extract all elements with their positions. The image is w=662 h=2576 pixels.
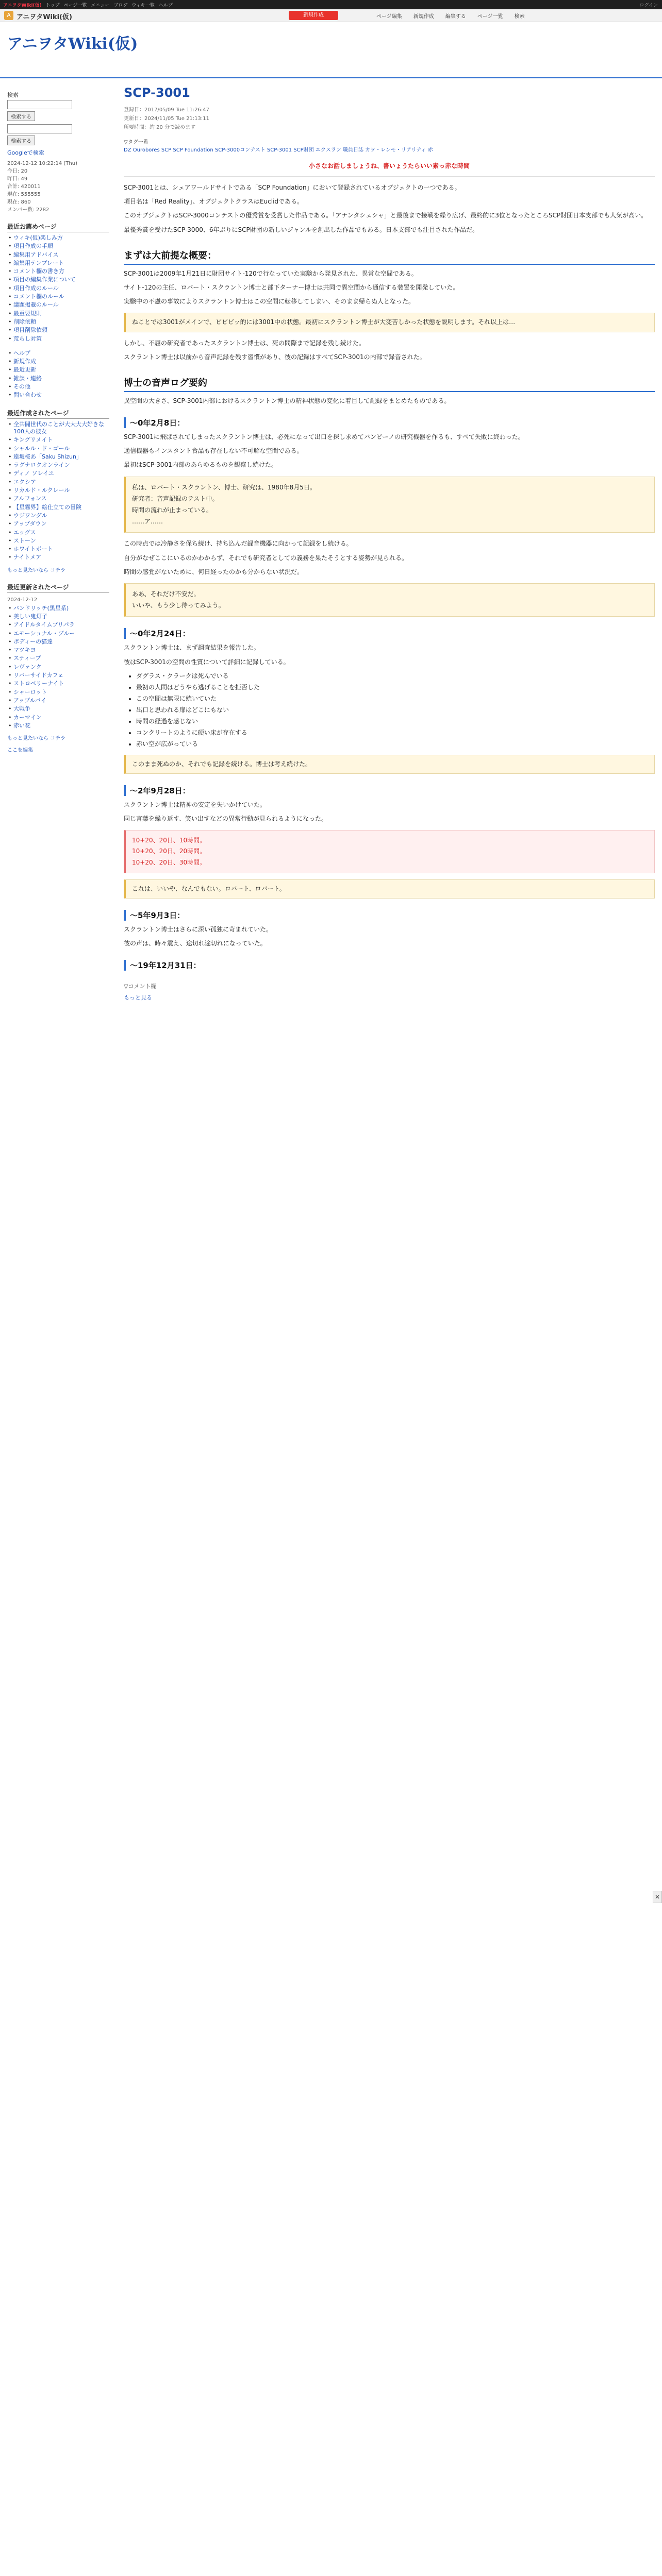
top-link[interactable]: ヘルプ [158, 3, 173, 8]
google-search-link[interactable]: Googleで検索 [7, 149, 44, 156]
updated-page-item[interactable]: • 赤い花 [7, 722, 109, 730]
stat-line: 2024-12-12 10:22:14 (Thu) [7, 161, 77, 166]
updated-page-item[interactable]: • シャーロット [7, 689, 109, 696]
updated-date: 2024-12-12 [7, 597, 38, 603]
sidebar-item[interactable]: • 項目の編集作業について [7, 276, 109, 283]
quote-block: ねことでは3001がメインで、ビビビッ的には3001中の状態。最初にスクラントン博士が大変苦しかった状態を説明します。それ以上は… [124, 313, 655, 332]
sidebar-item[interactable]: • 議題掲載のルール [7, 301, 109, 309]
sidebar-menu-list [7, 234, 109, 343]
stat-line: 現在: 555555 [7, 192, 41, 197]
site-stats [7, 161, 109, 213]
toolbar [0, 9, 662, 22]
page-title: SCP-3001 [124, 86, 190, 100]
recent-page-item[interactable]: • エクシア [7, 479, 109, 486]
updated-page-item[interactable]: • ストロベリーナイト [7, 680, 109, 687]
sidebar-item[interactable]: • 項目作成の手順 [7, 243, 109, 250]
recent-page-item[interactable]: • 遠坂桜あ「Saku Shizun」 [7, 453, 109, 461]
sidebar-item[interactable]: • 最近更新 [7, 366, 109, 374]
toolbar-tool[interactable]: 検索 [514, 14, 525, 20]
log-paragraph: 自分がなぜここにいるのかわからず、それでも研究者としての義務を果たそうとする姿勢が見られる。 [124, 554, 408, 562]
intro-paragraph: 項目名は「Red Reality」、オブジェクトクラスはEuclidである。 [124, 198, 304, 206]
recent-page-item[interactable]: • リカルド・ルクレール [7, 487, 109, 494]
recent-page-item[interactable]: • エッグス [7, 529, 109, 536]
section-heading-summary: まずは大前提な概要： [124, 248, 655, 265]
log-paragraph: スクラントン博士は精神の安定を失いかけていた。 [124, 801, 267, 808]
log-paragraph: 最初はSCP-3001内部のあらゆるものを観察し続けた。 [124, 461, 277, 469]
divider [124, 176, 655, 177]
summary-paragraph: SCP-3001は2009年1月21日に財団サイト-120で行なっていた実験から発見された、異常な空間である。 [124, 269, 418, 277]
updated-page-item[interactable]: • アイドルタイムプリパラ [7, 621, 109, 629]
log-paragraph: 通信機器もインスタント食品も存在しない不可解な空間である。 [124, 447, 303, 455]
sidebar-menu-title: 最近お薦めページ [7, 222, 109, 232]
login-link[interactable]: ログイン [639, 3, 658, 8]
page-notice: 小さなお話しましょうね、書いょうたらいい素っ赤な時間 [308, 162, 470, 170]
search-label: 検索 [7, 92, 19, 98]
sidebar-item[interactable]: • 雑談・連絡 [7, 375, 109, 382]
sidebar-item[interactable]: • ウィキ(仮)楽しみ方 [7, 234, 109, 242]
intro-paragraph: SCP-3001とは、シェアワールドサイトである「SCP Foundation」において登録されているオブジェクトの一つである。 [124, 184, 461, 191]
top-bar-links [3, 2, 173, 8]
meta-registered: 登録日：2017/05/09 Tue 11:26:47 [124, 107, 209, 113]
log-paragraph: 彼の声は、時々震え、途切れ途切れになっていた。 [124, 940, 267, 947]
sidebar-item[interactable]: • コメント欄のルール [7, 293, 109, 300]
log-entry-heading: 〜0年2月24日： [124, 628, 655, 639]
stat-line: 現在: 860 [7, 199, 31, 205]
recent-page-item[interactable]: • ラグナロクオンライン [7, 462, 109, 469]
sidebar-item[interactable]: • 最重要規則 [7, 310, 109, 317]
quote-block [124, 830, 655, 873]
sidebar-item[interactable]: • 問い合わせ [7, 392, 109, 399]
updated-page-item[interactable]: • マツキヨ [7, 647, 109, 654]
list-item: • 出口と思われる扉はどこにもない [136, 705, 655, 715]
top-link[interactable]: トップ [45, 3, 60, 8]
sidebar [0, 82, 118, 2576]
sidebar-item[interactable]: • コメント欄の書き方 [7, 268, 109, 275]
edit-sidebar-link[interactable]: ここを編集 [7, 748, 33, 754]
close-icon[interactable]: ✕ [653, 1891, 662, 1903]
updated-pages-list [7, 605, 109, 730]
recent-pages-list [7, 421, 109, 562]
toolbar-tool[interactable]: ページ一覧 [477, 14, 503, 20]
stat-line: メンバー数: 2282 [7, 207, 49, 213]
list-item: • コンクリートのように硬い床が存在する [136, 728, 655, 737]
red-line: 10+20、20日、20時間。 [132, 848, 206, 855]
google-search-button[interactable]: 検索する [7, 135, 35, 145]
top-link[interactable]: ブログ [113, 3, 128, 8]
log-paragraph: SCP-3001に飛ばされてしまったスクラントン博士は、必死になって出口を探し求めてバンビーノの研究機器を作るも、すべて失敗に終わった。 [124, 433, 524, 441]
sidebar-extra-list [7, 350, 109, 399]
top-link[interactable]: ウィキ一覧 [131, 3, 155, 8]
main-content [124, 82, 655, 1002]
expand-link[interactable]: もっと見る [124, 994, 152, 1002]
log-paragraph: 同じ言葉を繰り返す、笑い出すなどの異常行動が見られるようになった。 [124, 815, 328, 823]
search-input[interactable] [7, 100, 72, 109]
updated-page-item[interactable]: • カーマイン [7, 714, 109, 721]
updated-page-item[interactable]: • バンドリッチ(黒星系) [7, 605, 109, 612]
recent-page-item[interactable]: • キングリメイト [7, 436, 109, 444]
updated-page-item[interactable]: • エモーショナル・ブルー [7, 630, 109, 637]
recent-page-item[interactable]: • ナイトメア [7, 554, 109, 561]
observation-list [136, 671, 655, 749]
list-item: • 赤い空が広がっている [136, 739, 655, 749]
top-bar-logo[interactable]: アニヲタWiki(仮) [3, 3, 42, 8]
log-paragraph: 彼はSCP-3001の空間の性質について詳細に記録している。 [124, 658, 290, 666]
quote-block [124, 583, 655, 617]
updated-page-item[interactable]: • ボディーの猫達 [7, 638, 109, 646]
meta-updated: 更新日：2024/11/05 Tue 21:13:11 [124, 116, 209, 122]
updated-page-item[interactable]: • 大戦争 [7, 705, 109, 713]
updated-page-item[interactable]: • アップルパイ [7, 697, 109, 704]
log-paragraph: この時点では冷静さを保ち続け、持ち込んだ録音機器に向かって記録をし続ける。 [124, 540, 353, 548]
red-line: 10+20、20日、30時間。 [132, 858, 206, 866]
recent-page-item[interactable]: • ディノ ソレイユ [7, 470, 109, 477]
updated-more-link[interactable]: もっと見たいなら コチラ [7, 736, 66, 742]
quote-block [124, 477, 655, 533]
recent-page-item[interactable]: • 全共闘世代のことが大大大大好きな100人の彼女 [7, 421, 109, 436]
toolbar-tool[interactable]: 新規作成 [413, 14, 434, 20]
sidebar-item[interactable]: • その他 [7, 383, 109, 391]
sidebar-item[interactable]: • 項目削除依頼 [7, 327, 109, 334]
recent-page-item[interactable]: • ウジワングル [7, 512, 109, 519]
log-entry-heading: 〜0年2月8日： [124, 417, 655, 428]
section-heading-log: 博士の音声ログ要約 [124, 376, 655, 392]
red-line: 10+20、20日、10時間。 [132, 837, 206, 844]
quote-line: ああ、それだけ不安だ。 [132, 590, 200, 598]
list-item: • この空間は無限に続いていた [136, 694, 655, 703]
recent-pages-title: 最近作成されたページ [7, 409, 109, 419]
log-paragraph: スクラントン博士はさらに深い孤独に苛まれていた。 [124, 926, 273, 933]
sidebar-item[interactable]: • 削除依頼 [7, 318, 109, 326]
summary-paragraph: サイト-120の主任、ロバート・スクラントン博士と部下ターナー博士は共同で異空間から通信する装置を開発していた。 [124, 283, 459, 291]
tag-list-label[interactable]: ▽タグ一覧 [124, 140, 148, 145]
meta-reading-time: 所要時間：約 20 分で読めます [124, 125, 196, 130]
toolbar-brand[interactable]: アニヲタWiki(仮) [16, 13, 72, 21]
intro-paragraph: 最優秀賞を受けたSCP-3000、6年ぶりにSCP財団の新しいジャンルを創出した作品でもある。日本支部でも注目された作品だ。 [124, 226, 479, 233]
recent-more-link[interactable]: もっと見たいなら コチラ [7, 567, 66, 573]
top-bar [0, 0, 662, 9]
updated-pages-title: 最近更新されたページ [7, 583, 109, 593]
quote-line: 私は、ロバート・スクラントン、博士、研究は、1980年8月5日。 [132, 483, 316, 491]
sidebar-item[interactable]: • 編集用アドバイス [7, 251, 109, 259]
tag-links[interactable]: DZ Ourobores SCP SCP Foundation SCP-3000コンテスト SCP-3001 SCP財団 エクスラン 職員日誌 カヲ・レンモ・リアリティ 赤 [124, 147, 433, 153]
create-page-button[interactable]: 新規作成 [289, 11, 338, 20]
sidebar-item[interactable]: • ヘルプ [7, 350, 109, 357]
log-paragraph: 時間の感覚がないために、何日経ったのかも分からない状況だ。 [124, 568, 304, 575]
log-paragraph: スクラントン博士は、まず調査結果を報告した。 [124, 644, 260, 652]
summary-paragraph: 実験中の不慮の事故によりスクラントン博士はこの空間に転移してしまい、そのまま帰らぬ人となった。 [124, 298, 415, 306]
quote-line: いいや、もう少し待ってみよう。 [132, 602, 225, 609]
intro-paragraph: このオブジェクトはSCP-3000コンテストの優秀賞を受賞した作品である。「アナンタシェシャ」と最後まで接戦を繰り広げ、最終的に3位となったところSCP財団日本支部でも人気が高い。 [124, 212, 648, 219]
updated-page-item[interactable]: • レヴァンク [7, 664, 109, 671]
recent-page-item[interactable]: • アルフォンス [7, 495, 109, 502]
recent-page-item[interactable]: • ホワイトボート [7, 546, 109, 553]
site-header [0, 22, 662, 78]
site-title[interactable]: アニヲタWiki(仮) [7, 35, 138, 53]
sidebar-item[interactable]: • 編集用テンプレート [7, 260, 109, 267]
log-intro: 異空間の大きさ、SCP-3001内部におけるスクラントン博士の精神状態の変化に着目して記録をまとめたものである。 [124, 397, 451, 404]
sidebar-item[interactable]: • 項目作成のルール [7, 285, 109, 292]
body-paragraph: しかし、不屈の研究者であったスクラントン博士は、死の間際まで記録を残し続けた。 [124, 339, 365, 347]
wiki-logo-icon[interactable]: A [4, 11, 13, 20]
tag-list [124, 138, 655, 153]
toolbar-tool[interactable]: ページ編集 [376, 14, 402, 20]
updated-page-item[interactable]: • スティーブ [7, 655, 109, 662]
body-paragraph: スクラントン博士は以前から音声記録を残す習慣があり、彼の記録はすべてSCP-3001の内部で録音された。 [124, 353, 426, 361]
log-entry-heading: 〜19年12月31日： [124, 960, 655, 971]
stat-line: 昨日: 49 [7, 176, 28, 182]
list-item: • ダグラス・クラークは死んでいる [136, 671, 655, 681]
top-link[interactable]: メニュー [91, 3, 110, 8]
log-entry-heading: 〜5年9月3日： [124, 910, 655, 921]
sidebar-item[interactable]: • 新規作成 [7, 358, 109, 365]
google-search-input[interactable] [7, 124, 72, 133]
stat-line: 今日: 20 [7, 168, 28, 174]
quote-line: ……ア…… [132, 518, 163, 526]
quote-line: 研究者：音声記録のテスト中。 [132, 495, 219, 502]
quote-block: これは、いいや、なんでもない。ロバート、ロバート。 [124, 879, 655, 899]
sidebar-item[interactable]: • 荒らし対策 [7, 335, 109, 343]
recent-page-item[interactable]: • シャルル・ド・ゴール [7, 445, 109, 452]
quote-block: このまま死ぬのか、それでも記録を続ける。博士は考え続けた。 [124, 755, 655, 774]
search-button[interactable]: 検索する [7, 111, 35, 121]
list-item: • 最初の人間はどうやら逃げることを拒否した [136, 683, 655, 692]
recent-page-item[interactable]: • アップダウン [7, 520, 109, 528]
updated-page-item[interactable]: • リバーサイドカフェ [7, 672, 109, 679]
list-item: • 時間の経過を感じない [136, 717, 655, 726]
recent-page-item[interactable]: • ストーン [7, 537, 109, 545]
recent-page-item[interactable]: • 【星霧界】絵仕立ての冒険 [7, 504, 109, 511]
updated-page-item[interactable]: • 美しい鬼灯子 [7, 613, 109, 620]
toolbar-tool[interactable]: 編集する [445, 14, 466, 20]
comment-section-label[interactable]: ▽コメント欄 [124, 983, 157, 990]
toolbar-tools [376, 12, 525, 20]
stat-line: 合計: 420011 [7, 184, 41, 190]
quote-line: 時間の流れが止まっている。 [132, 506, 213, 514]
log-entry-heading: 〜2年9月28日： [124, 785, 655, 796]
top-link[interactable]: ページ一覧 [63, 3, 87, 8]
